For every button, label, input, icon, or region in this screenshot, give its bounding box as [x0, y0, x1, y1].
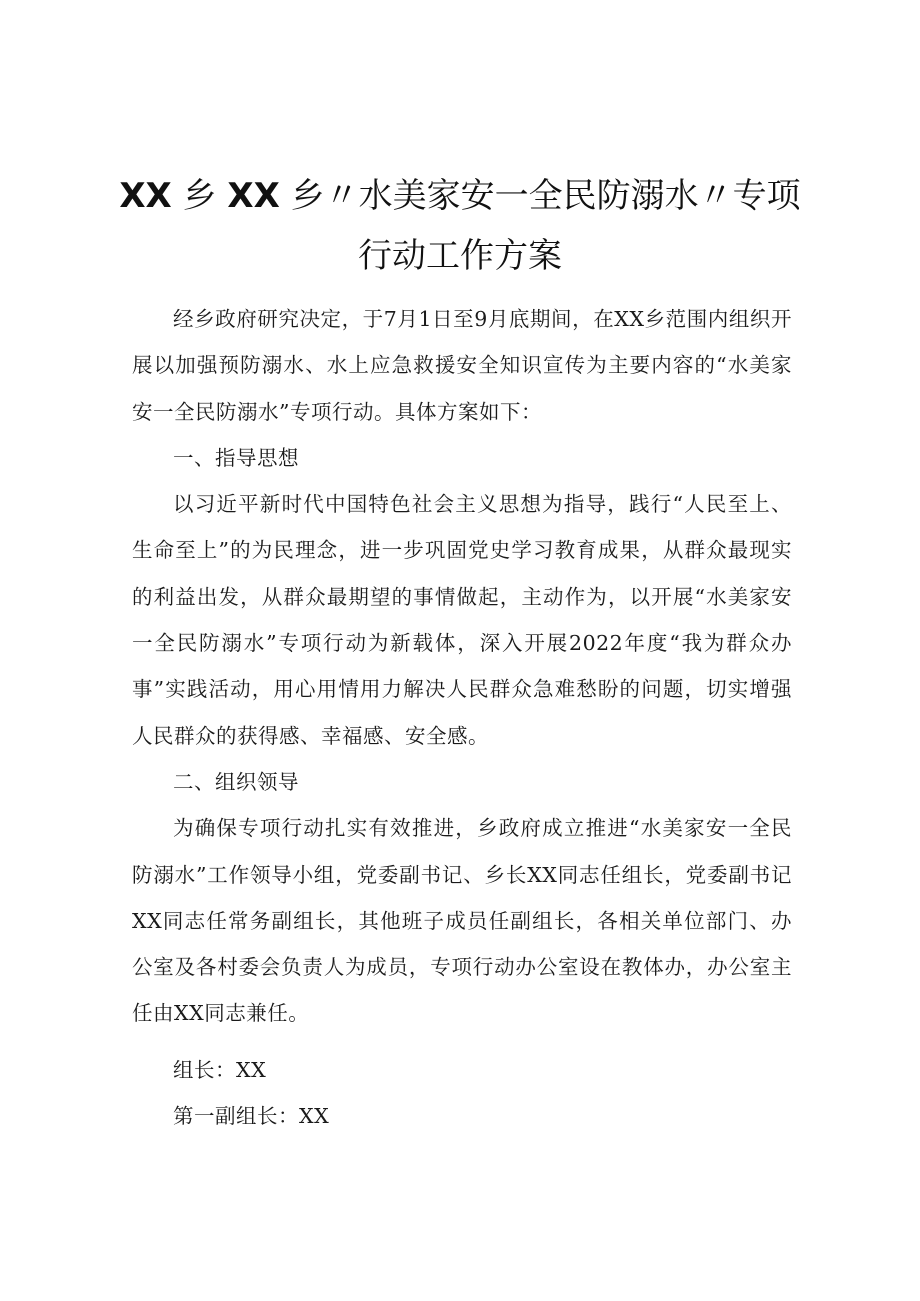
- section-heading-organization: 二、组织领导: [173, 769, 299, 794]
- intro-paragraph: 经乡政府研究决定，于7月1日至9月底期间，在XX乡范围内组织开展以加强预防溺水、水上应急救援安全知识宣传为主要内容的“水美家安一全民防溺水”专项行动。具体方案如下：: [132, 307, 792, 424]
- title-part-4: 乡〃水美家安一全民防溺水〃专项: [290, 176, 801, 216]
- section-heading-guiding-ideology: 一、指导思想: [173, 445, 299, 470]
- title-part-3: XX: [227, 176, 280, 216]
- section-body-organization: 为确保专项行动扎实有效推进，乡政府成立推进“水美家安一全民防溺水”工作领导小组，党委副书记、乡长XX同志任组长，党委副书记XX同志任常务副组长，其他班子成员任副组长，各相关单位部门、办公室及各村委会负责人为成员，专项行动办公室设在教体办，办公室主任由XX同志兼任。: [132, 816, 792, 1026]
- title-part-2: 乡: [182, 176, 217, 216]
- document-body: [132, 296, 792, 1139]
- document-title-line-2: 行动工作方案: [358, 236, 562, 276]
- spacer: [132, 1037, 792, 1047]
- document-title-line-1: [100, 168, 820, 217]
- section-body-guiding-ideology: 以习近平新时代中国特色社会主义思想为指导，践行“人民至上、生命至上”的为民理念，进一步巩固党史学习教育成果，从群众最现实的利益出发，从群众最期望的事情做起，主动作为，以开展“水美家安一全民防溺水”专项行动为新载体，深入开展2022年度“我为群众办事”实践活动，用心用情用力解决人民群众急难愁盼的问题，切实增强人民群众的获得感、幸福感、安全感。: [132, 492, 792, 748]
- title-part-1: XX: [119, 176, 172, 216]
- member-first-deputy: 第一副组长：XX: [173, 1104, 330, 1129]
- member-leader: 组长：XX: [173, 1057, 267, 1082]
